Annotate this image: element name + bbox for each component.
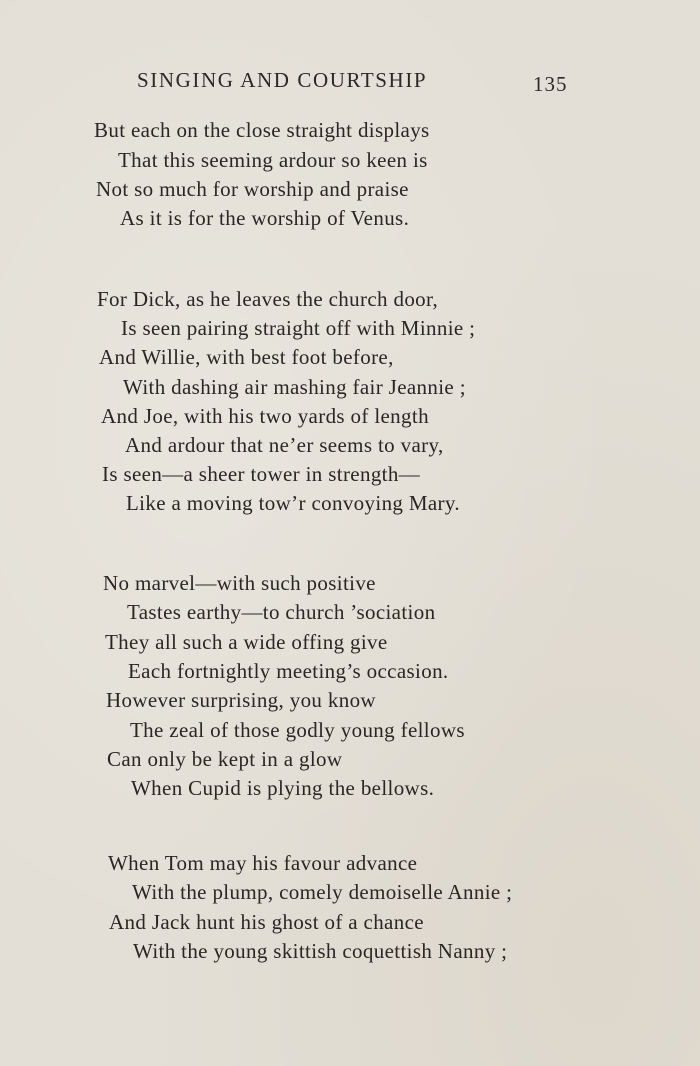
- poem-line: That this seeming ardour so keen is: [118, 148, 428, 172]
- poem-line: Can only be kept in a glow: [107, 747, 343, 771]
- poem-line: With dashing air mashing fair Jeannie ;: [123, 375, 466, 399]
- poem-line: Is seen—a sheer tower in strength—: [102, 462, 421, 486]
- poem-line: No marvel—with such positive: [103, 571, 376, 595]
- poem-line: But each on the close straight displays: [94, 118, 430, 142]
- poem-line: With the young skittish coquettish Nanny ;: [133, 939, 508, 963]
- poem-line: The zeal of those godly young fellows: [130, 718, 465, 742]
- poem-line: And Jack hunt his ghost of a chance: [109, 910, 424, 934]
- poem-line: Not so much for worship and praise: [96, 177, 409, 201]
- poem-line: However surprising, you know: [106, 688, 376, 712]
- poem-line: Is seen pairing straight off with Minnie ;: [121, 316, 476, 340]
- poem-line: Like a moving tow’r convoying Mary.: [126, 491, 460, 515]
- poem-line: With the plump, comely demoiselle Annie ;: [132, 880, 513, 904]
- poem-line: Tastes earthy—to church ’sociation: [127, 600, 436, 624]
- poem-line: As it is for the worship of Venus.: [120, 206, 410, 230]
- poem-line: Each fortnightly meeting’s occasion.: [128, 659, 449, 683]
- poem-line: And Joe, with his two yards of length: [101, 404, 429, 428]
- poem-line: When Tom may his favour advance: [108, 851, 418, 875]
- poem-line: They all such a wide offing give: [105, 630, 388, 654]
- poem-line: For Dick, as he leaves the church door,: [97, 287, 439, 311]
- poem-line: And Willie, with best foot before,: [99, 345, 394, 369]
- page-number: 135: [533, 72, 568, 96]
- running-head: SINGING AND COURTSHIP: [137, 68, 428, 92]
- poem-line: And ardour that ne’er seems to vary,: [125, 433, 444, 457]
- poem-line: When Cupid is plying the bellows.: [131, 776, 435, 800]
